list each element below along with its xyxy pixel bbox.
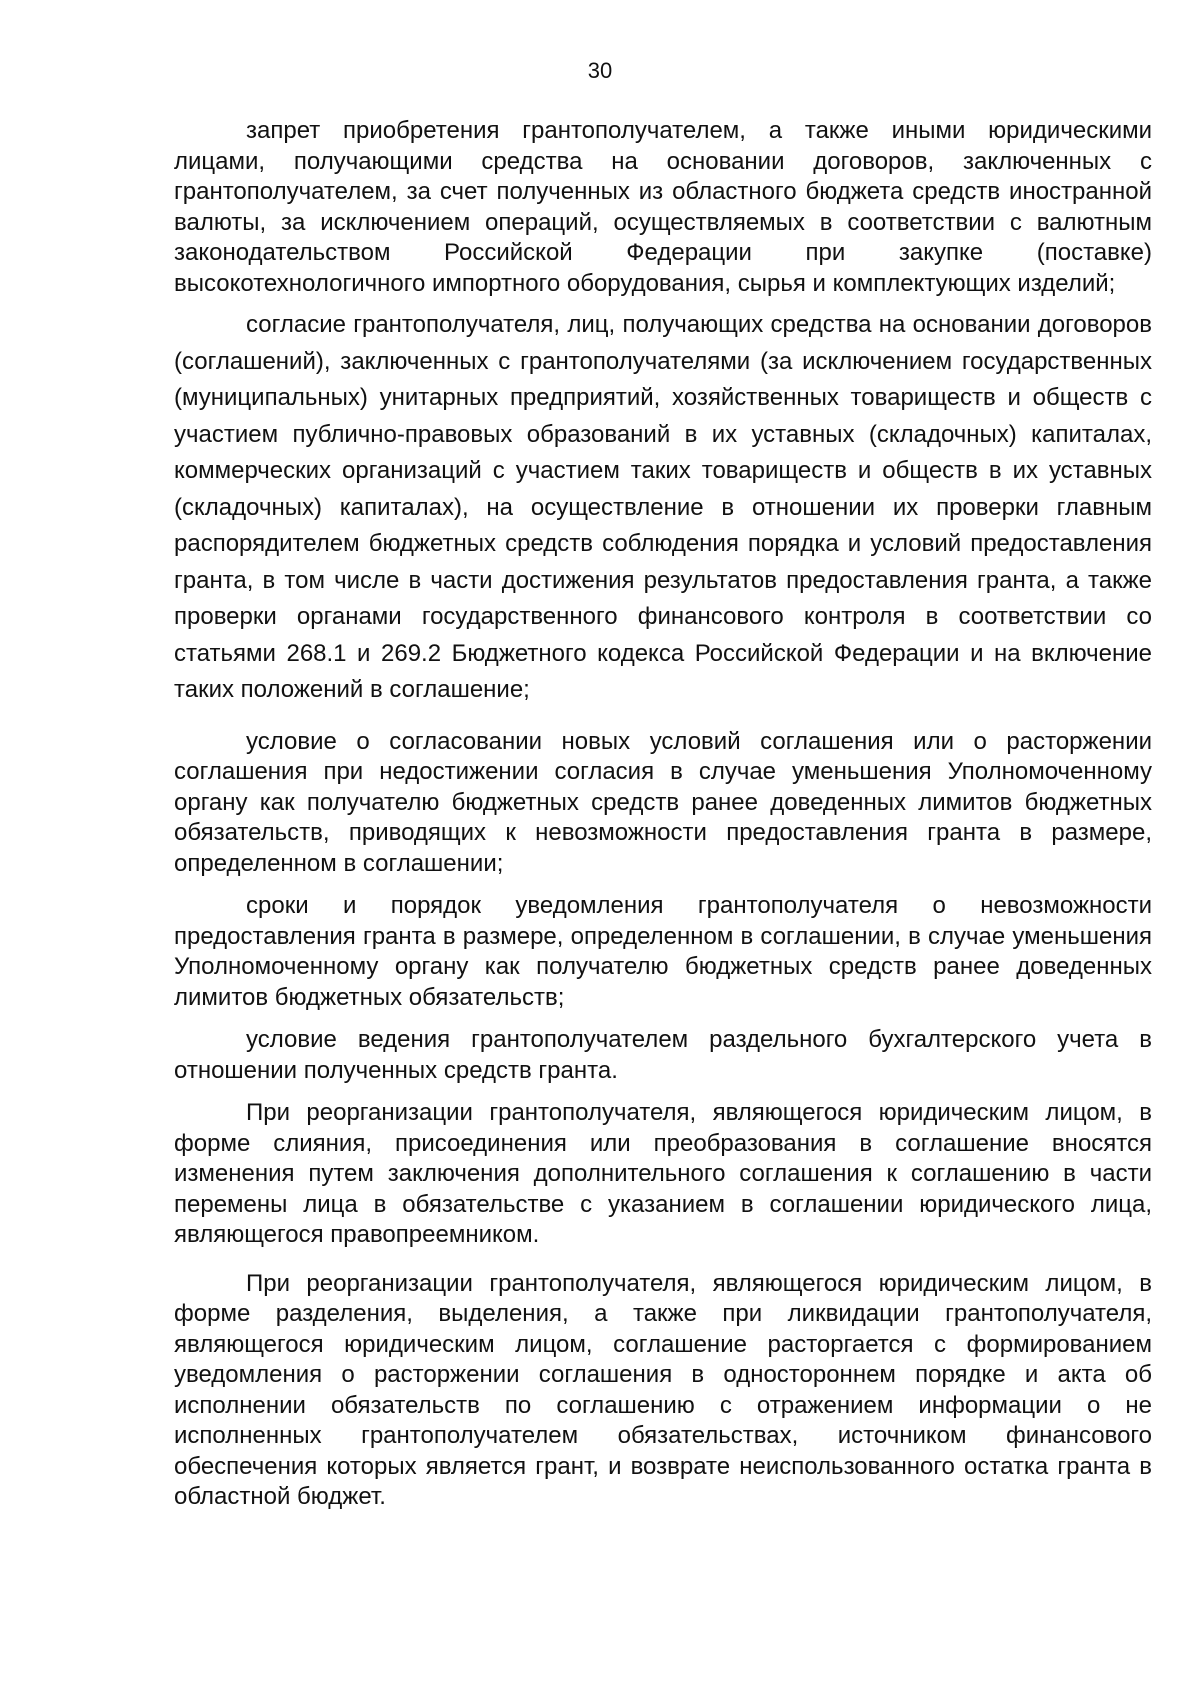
paragraph-inspection-consent: согласие грантополучателя, лиц, получающих средства на основании договоров (соглашений), заключенных с грантополучателями (за исключением государственных (муниципальных) унитарных предприятий, хозяйственных товариществ и обществ с участием публично-правовых образований в их уставных (складочных) капиталах, коммерческих организаций с участием таких товариществ и обществ в их уставных (складочных) капиталах), на осуществление в отношении их проверки главным распорядителем бюджетных средств соблюдения порядка и условий предоставления гранта, в том числе в части достижения результатов предоставления гранта, а также проверки органами государственного финансового контроля в соответствии со статьями 268.1 и 269.2 Бюджетного кодекса Российской Федерации и на включение таких положений в соглашение; [174, 311, 1152, 703]
paragraph-new-conditions: условие о согласовании новых условий соглашения или о расторжении соглашения при недостижении согласия в случае уменьшения Уполномоченному органу как получателю бюджетных средств ранее доведенных лимитов бюджетных обязательств, приводящих к невозможности предоставления гранта в размере, определенном в соглашении; [174, 727, 1152, 877]
paragraph-notification-terms: сроки и порядок уведомления грантополучателя о невозможности предоставления гранта в размере, определенном в соглашении, в случае уменьшения Уполномоченному органу как получателю бюджетных средств ранее доведенных лимитов бюджетных обязательств; [174, 892, 1152, 1011]
paragraph-currency-prohibition: запрет приобретения грантополучателем, а также иными юридическими лицами, получающими средства на основании договоров, заключенных с грантополучателем, за счет полученных из областного бюджета средств иностранной валюты, за исключением операций, осуществляемых в соответствии с валютным законодательством Российской Федерации при закупке (поставке) высокотехнологичного импортного оборудования, сырья и комплектующих изделий; [174, 117, 1152, 297]
paragraph-reorganization-division: При реорганизации грантополучателя, являющегося юридическим лицом, в форме разделения, выделения, а также при ликвидации грантополучателя, являющегося юридическим лицом, соглашение расторгается с формированием уведомления о расторжении соглашения в одностороннем порядке и акта об исполнении обязательств по соглашению с отражением информации о не исполненных грантополучателем обязательствах, источником финансового обеспечения которых является грант, и возврате неиспользованного остатка гранта в областной бюджет. [174, 1269, 1152, 1510]
paragraph-reorganization-merger: При реорганизации грантополучателя, являющегося юридическим лицом, в форме слияния, присоединения или преобразования в соглашение вносятся изменения путем заключения дополнительного соглашения к соглашению в части перемены лица в обязательстве с указанием в соглашении юридического лица, являющегося правопреемником. [174, 1099, 1152, 1248]
document-body [174, 116, 1152, 1513]
page-number: 30 [587, 58, 613, 83]
paragraph-separate-accounting: условие ведения грантополучателем раздельного бухгалтерского учета в отношении полученных средств гранта. [174, 1026, 1152, 1084]
